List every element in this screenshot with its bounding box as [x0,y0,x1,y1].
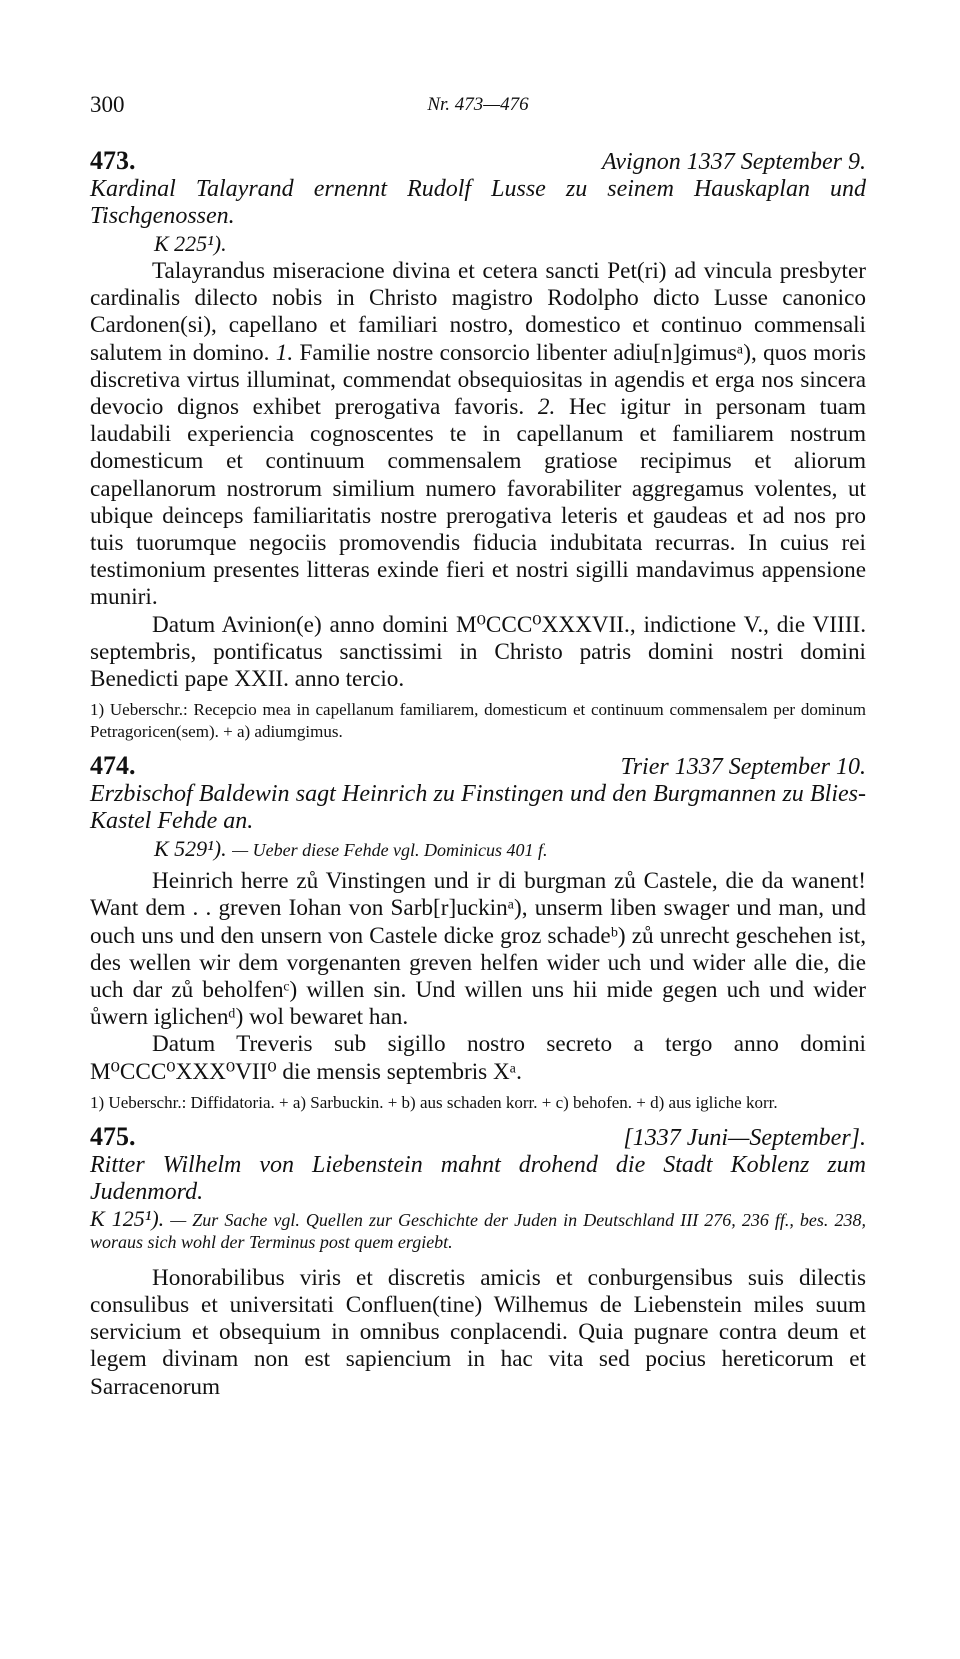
entry-number: 475. [90,1121,136,1151]
entry-place-date: Avignon 1337 September 9. [602,149,866,175]
entry-474 [90,751,866,1114]
source-ref-note: — Ueber diese Fehde vgl. Dominicus 401 f. [232,840,548,861]
entry-source-ref [90,835,866,864]
entry-summary: Kardinal Talayrand ernennt Rudolf Lusse zu seinem Hauskaplan und Tischgenossen. [90,176,866,229]
entry-473 [90,146,866,743]
entry-footnote: 1) Ueberschr.: Recepcio mea in capellanum familiarem, domesticum et continuum commensalem per dominum Petragoricen(sem). + a) adiumgimus. [90,700,866,742]
page [90,92,866,1401]
entry-footnote: 1) Ueberschr.: Diffidatoria. + a) Sarbuckin. + b) aus schaden korr. + c) behofen. + d) aus igliche korr. [90,1092,778,1112]
entry-place-date: [1337 Juni—September]. [623,1124,866,1151]
entry-summary: Erzbischof Baldewin sagt Heinrich zu Finstingen und den Burgmannen zu Blies-Kastel Fehde an. [90,781,866,835]
section-text: Hec igitur in personam tuam laudabili experiencia cognoscentes te in capellanum et familiarem nostrum domesticum et continuum commensalem gratiose recipimus et aliorum capellanorum nostrorum similium numero favorabiliter aggregamus volentes, ut ubique deinceps familiaritatis nostre prerogativa leteris et gaudeas et ad nos pro tuis tuorumque negociis promovendis fiducia indubitata recurras. In cuius rei testimonium presentes litteras exinde fieri et nostri sigilli mandavimus appensione muniri. [90,394,867,611]
source-ref-text: K 529¹). [154,836,227,862]
entry-text: Heinrich herre zů Vinstingen und ir di burgman zů Castele, die da wanent! Want dem . . greven Iohan von Sarb[r]uckinᵃ), unserm liben swager und man, und ouch uns und den unsern von Castele dicke groz schadeᵇ) zů unrecht geschehen ist, des wellen wir dem vorgenanten greven helfen wider uch und wider alle die, die uch dar zů beholfenᶜ) willen sin. Und willen uns hii mide gegen uch und wider ůwern iglichenᵈ) wol bewaret han. [90,868,866,1031]
source-ref-note: — Zur Sache vgl. Quellen zur Geschichte der Juden in Deutschland III 276, 236 ff., bes. 238, woraus sich wohl der Terminus post quem ergiebt. [90,1209,866,1252]
section-number: 2. [537,394,556,421]
entry-475 [90,1122,866,1401]
section-text: Familie nostre consorcio libenter adiu[n]gimusᵃ), quos moris discretiva virtus illuminat, commendat obsequiositas in agendis et erga nos sincera devocio dignos exhibet prerogativa favoris. [90,339,867,421]
running-title: Nr. 473—476 [427,94,529,115]
text-opening: Talayrandus miseracione divina et cetera sancti Pet(ri) ad vincula presbyter cardinalis dilecto nobis in Christo magistro Rodolpho dicto Lusse canonico Cardonen(si), capellano et familiari nostro, domestico et continuo commensali salutem in domino. [90,258,866,366]
entry-number: 474. [90,751,136,781]
entry-number: 473. [90,146,136,175]
entry-source-ref [90,230,866,258]
entry-place-date: Trier 1337 September 10. [620,754,866,781]
source-ref-text: K 225¹). [154,231,227,256]
entry-source-ref [90,1205,866,1253]
entry-datum: Datum Treveris sub sigillo nostro secreto a tergo anno domini M⁰CCC⁰XXX⁰VII⁰ die mensis septembris Xᵃ. [90,1031,866,1085]
entry-heading [90,751,866,781]
section-number: 1. [275,339,294,366]
page-number: 300 [90,92,125,117]
page-header [90,92,866,132]
entry-datum: Datum Avinion(e) anno domini M⁰CCC⁰XXXVII., indictione V., die VIIII. septembris, pontificatus sanctissimi in Christo patris domini nostri domini Benedicti pape XXII. anno tercio. [90,611,866,693]
entry-heading [90,146,866,176]
entry-text [90,258,866,612]
entry-text: Honorabilibus viris et discretis amicis et conburgensibus suis dilectis consulibus et universitati Confluen(tine) Wilhemus de Liebenstein miles suum servicium et obsequium in omnibus conplacendi. Quia pugnare contra deum et legem divinam non est sapiencium in hac vita sed pocius hereticorum et Sarracenorum [90,1264,866,1400]
entry-summary: Ritter Wilhelm von Liebenstein mahnt drohend die Stadt Koblenz zum Judenmord. [90,1151,866,1205]
source-ref-text: K 125¹). [90,1205,165,1231]
entry-heading [90,1122,866,1152]
